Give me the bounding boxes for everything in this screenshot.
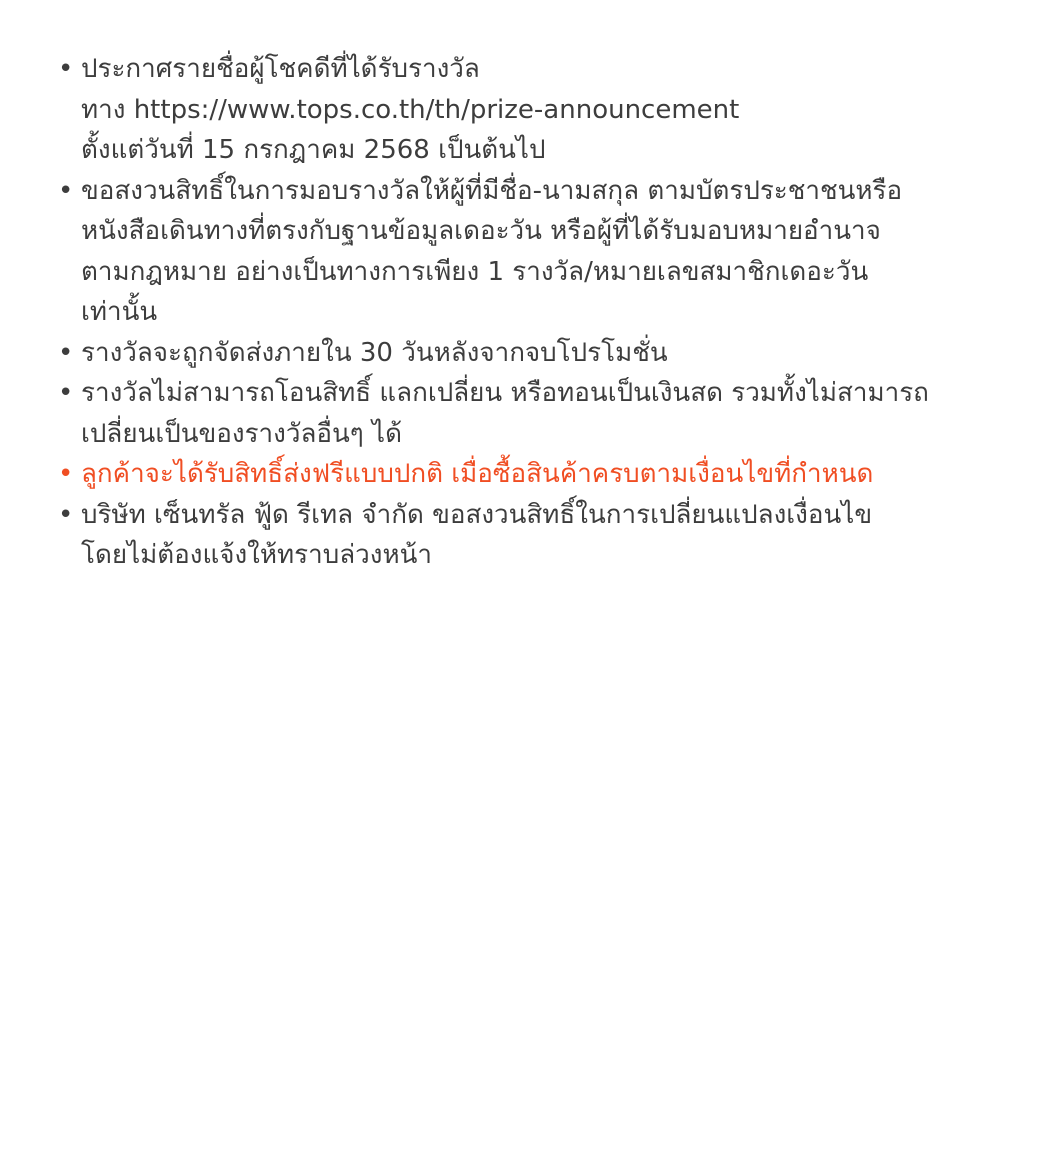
term-item-eligibility	[56, 171, 1016, 333]
terms-list	[56, 49, 1016, 576]
term-line: ประกาศรายชื่อผู้โชคดีที่ได้รับรางวัล	[81, 54, 480, 84]
term-line: หนังสือเดินทางที่ตรงกับฐานข้อมูลเดอะวัน หรือผู้ที่ได้รับมอบหมายอำนาจ	[81, 216, 881, 246]
bullet-icon: •	[58, 378, 74, 408]
bullet-icon: •	[58, 175, 74, 206]
term-line: ตั้งแต่วันที่ 15 กรกฎาคม 2568 เป็นต้นไป	[81, 135, 546, 165]
term-item-non-transferable	[56, 373, 1016, 454]
term-line: โดยไม่ต้องแจ้งให้ทราบล่วงหน้า	[81, 540, 432, 570]
term-line: รางวัลไม่สามารถโอนสิทธิ์ แลกเปลี่ยน หรือทอนเป็นเงินสด รวมทั้งไม่สามารถ	[81, 378, 929, 408]
term-line: เท่านั้น	[81, 297, 158, 327]
term-item-free-shipping	[56, 454, 1016, 495]
term-line: ขอสงวนสิทธิ์ในการมอบรางวัลให้ผู้ที่มีชื่อ-นามสกุล ตามบัตรประชาชนหรือ	[81, 175, 903, 206]
term-item-delivery	[56, 333, 1016, 374]
term-line: ลูกค้าจะได้รับสิทธิ์ส่งฟรีแบบปกติ เมื่อซื้อสินค้าครบตามเงื่อนไขที่กำหนด	[81, 459, 874, 489]
term-line: บริษัท เซ็นทรัล ฟู้ด รีเทล จำกัด ขอสงวนสิทธิ์ในการเปลี่ยนแปลงเงื่อนไข	[81, 499, 873, 530]
bullet-icon: •	[58, 54, 74, 84]
term-line: ทาง https://www.tops.co.th/th/prize-announcement	[81, 94, 740, 125]
bullet-icon: •	[58, 337, 74, 368]
bullet-icon: •	[58, 499, 74, 530]
term-line: ตามกฎหมาย อย่างเป็นทางการเพียง 1 รางวัล/หมายเลขสมาชิกเดอะวัน	[81, 256, 869, 287]
term-item-change-conditions	[56, 495, 1016, 576]
term-line: เปลี่ยนเป็นของรางวัลอื่นๆ ได้	[81, 418, 402, 449]
bullet-icon: •	[58, 459, 74, 489]
term-item-prize-announcement	[56, 49, 1016, 171]
term-line: รางวัลจะถูกจัดส่งภายใน 30 วันหลังจากจบโปรโมชั่น	[81, 337, 668, 368]
